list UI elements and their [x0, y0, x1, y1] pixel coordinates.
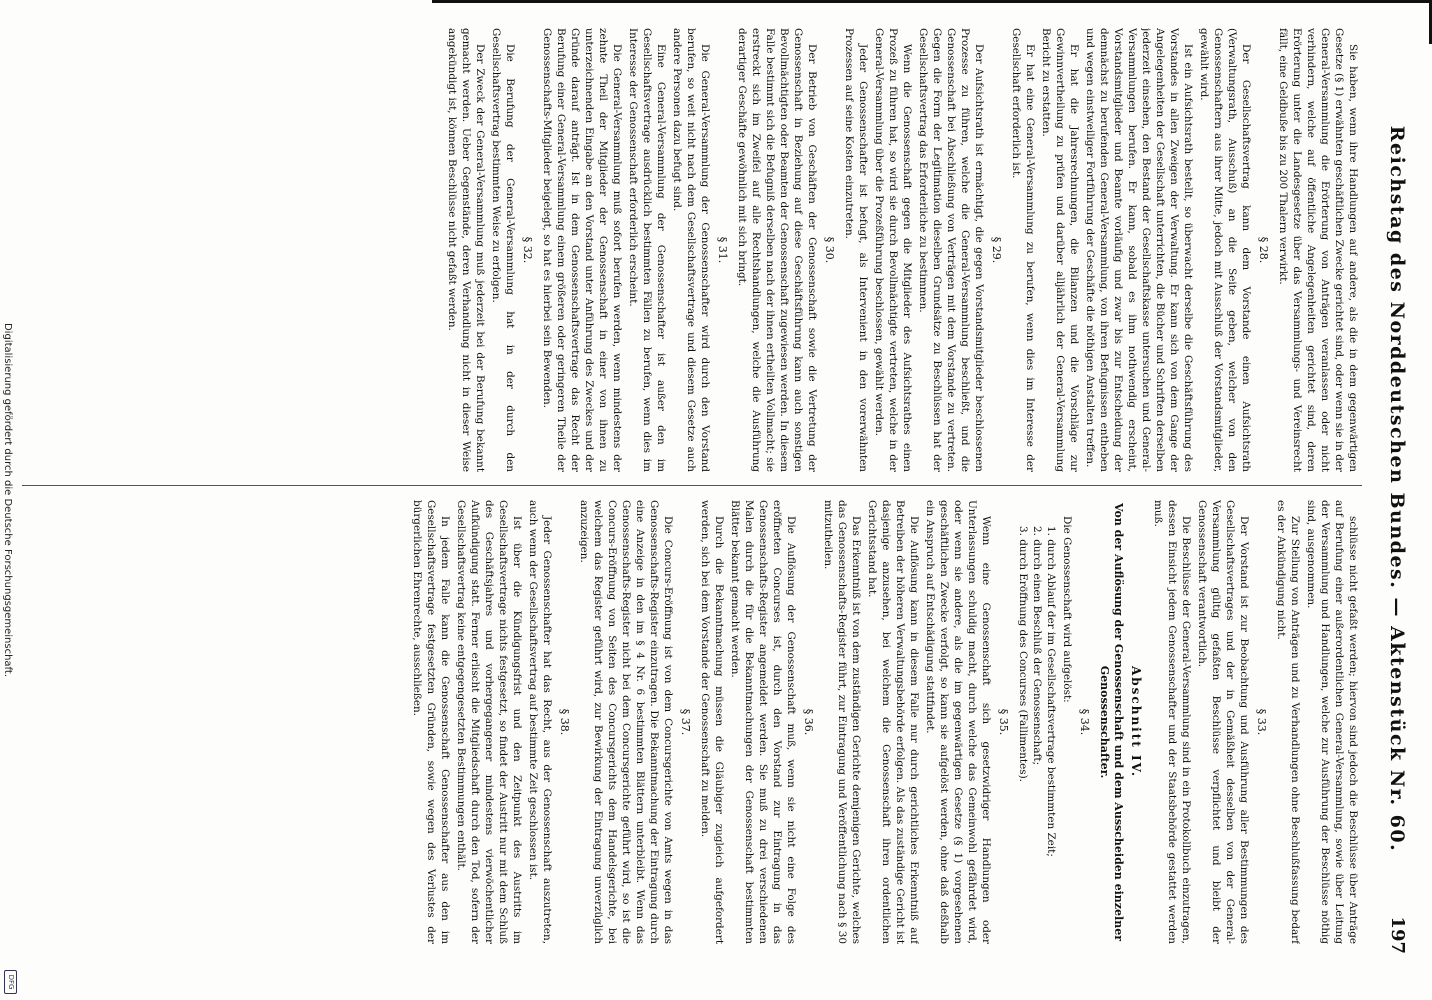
paragraph: schlüsse nicht gefaßt werden; hiervon sind jedoch die Beschlüsse über Anträge auf Berufung einer außerordentlichen General-Versammlung, sowie über Leitung der Versammlung und Handlungen, welche zur Ausführung der Beschlüsse nöthig sind, ausgenommen.	[1305, 500, 1359, 944]
chapter-subheading: Von der Auflösung der Genossenschaft und dem Ausscheiden einzelner Genossenschafter.	[1098, 502, 1125, 942]
paragraph: Der Gesellschaftsvertrag kann dem Vorstande einen Aufsichtsrath (Verwaltungsrath, Ausschuß) an die Seite geben, welcher von den Genossenschaftern aus ihrer Mitte, jedoch mit Ausschluß der Vorstandsmitglieder, gewählt wird.	[1198, 28, 1252, 472]
right-column	[20, 500, 1360, 944]
chapter-heading: Abschnitt IV.	[1129, 665, 1143, 779]
paragraph: Die General-Versammlung muß sofort berufen werden, wenn mindestens der zehnte Theil der Mitglieder der Genossenschaft in einer von ihnen zu unterzeichnenden Eingabe an den Vorstand unter Anführung des Zweckes und der Gründe darauf anträgt. Ist in dem Genossenschaftsvertrage das Recht der Berufung einer General-Versammlung einem größeren oder geringeren Theile der Genossenschafts-Mitglieder beigelegt, so hat es hierbei sein Bewenden.	[541, 28, 623, 472]
paragraph: Die Auflösung kann in diesem Falle nur durch gerichtliches Erkenntniß auf Betreiben der höheren Verwaltungsbehörde erfolgen. Als das zuständige Gericht ist dasjenige anzusehen, bei welchem die Genossenschaft ihren ordentlichen Gerichtsstand hat.	[866, 500, 920, 944]
paragraph: Die Auflösung der Genossenschaft muß, wenn sie nicht eine Folge des eröffneten Concurses ist, durch den Vorstand zur Eintragung in das Genossenschafts-Register angemeldet werden. Sie muß zu drei verschiedenen Malen durch die für die Bekanntmachungen der Genossenschaft bestimmten Blätter bekannt gemacht werden.	[729, 500, 797, 944]
running-head	[1378, 24, 1412, 954]
dissolution-list	[1016, 526, 1058, 944]
section-number: § 35.	[997, 708, 1010, 736]
paragraph: Er hat eine General-Versammlung zu berufen, wenn dies im Interesse der Gesellschaft erforderlich ist.	[1010, 28, 1036, 472]
paragraph: Der Vorstand ist zur Beobachtung und Ausführung aller Bestimmungen des Gesellschaftsvertrages und der in Gemäßheit desselben von der General-Versammlung gültig gefaßten Beschlüsse verpflichtet und bleibt der Genossenschaft verantwortlich.	[1196, 500, 1250, 944]
page-number: 197	[1387, 916, 1408, 954]
dfg-logo: DFG	[4, 970, 17, 994]
paragraph: Der Zweck der General-Versammlung muß jederzeit bei der Berufung bekannt gemacht werden. Ueber Gegenstände, deren Verhandlung nicht in dieser Weise angekündigt ist, können Beschlüsse nicht gefaßt werden.	[446, 28, 486, 472]
section-number: § 31.	[716, 236, 729, 264]
paragraph: Ist über die Kündigungsfrist und den Zeitpunkt des Austritts im Gesellschaftsvertrage nichts festgesetzt, so findet der Austritt nur mit dem Schluß des Geschäftsjahres und vorhergegangener mindestens vierwöchentlicher Aufkündigung statt. Ferner erlischt die Mitgliedschaft durch den Tod, sofern der Gesellschaftsvertrag keine entgegengesetzten Bestimmungen enthält.	[455, 500, 523, 944]
paragraph: Zur Stellung von Anträgen und zu Verhandlungen ohne Beschlußfassung bedarf es der Ankündigung nicht.	[1275, 500, 1301, 944]
column-divider	[22, 485, 1362, 486]
section-number: § 33.	[1255, 708, 1268, 736]
left-column	[20, 28, 1360, 472]
section-number: § 36.	[802, 708, 815, 736]
paragraph: Die Genossenschaft wird aufgelöst:	[1061, 516, 1073, 703]
paragraph: Eine General-Versammlung der Genossenschafter ist außer den im Gesellschaftsvertrage ausdrücklich bestimmten Fällen zu berufen, wenn dies im Interesse der Genossenschaft erforderlich erscheint.	[627, 28, 667, 472]
paragraph: Der Betrieb von Geschäften der Genossenschaft sowie die Vertretung der Genossenschaft in Beziehung auf diese Geschäftsführung kann auch sonstigen Bevollmächtigten oder Beamten der Genossenschaft zugewiesen werden. In diesem Falle bestimmt sich die Befugniß derselben nach der ihnen ertheilten Vollmacht; sie erstreckt sich im Zweifel auf alle Rechtshandlungen, welche die Ausführung derartiger Geschäfte gewöhnlich mit sich bringt.	[736, 28, 818, 472]
paragraph: Jeder Genossenschafter ist befugt, als Intervenient in den vorerwähnten Prozessen auf seine Kosten einzutreten.	[843, 28, 869, 472]
paragraph: Die General-Versammlung der Genossenschafter wird durch den Vorstand berufen, so weit nicht nach dem Gesellschaftsvertrage und diesem Gesetze auch andere Personen dazu befugt sind.	[671, 28, 711, 472]
paragraph: Die Berufung der General-Versammlung hat in der durch den Gesellschaftsvertrag bestimmten Weise zu erfolgen.	[490, 28, 516, 472]
paragraph: Sie haben, wenn ihre Handlungen auf andere, als die in dem gegenwärtigen Gesetze (§ 1) erwähnten geschäftlichen Zwecke gerichtet sind, oder wenn sie in der General-Versammlung die Erörterung von Anträgen veranlassen oder nicht verhindern, welche auf öffentliche Angelegenheiten gerichtet sind, deren Erörterung unter die Landesgesetze über das Versammlungs- und Vereinsrecht fällt, eine Geldbuße bis zu 200 Thalern verwirkt.	[1277, 28, 1359, 472]
list-item: 1. durch Ablauf der im Gesellschaftsvertrage bestimmten Zeit;	[1045, 526, 1057, 857]
paragraph: Wenn die Genossenschaft gegen die Mitglieder des Aufsichtsrathes einen Prozeß zu führen hat, so wird sie durch Bevollmächtigte vertreten, welche in der General-Versammlung über die Prozeßführung beschlossen, gewählt werden.	[873, 28, 913, 472]
list-item: 2. durch einen Beschluß der Genossenschaft;	[1031, 526, 1043, 766]
paragraph: Das Erkenntniß ist von dem zuständigen Gerichte demjenigen Gerichte, welches das Genossenschafts-Register führt, zur Eintragung und Veröffentlichung nach § 30 mitzutheilen.	[822, 500, 862, 944]
section-number: § 34.	[1078, 708, 1091, 736]
digitization-credit: Digitalisierung gefördert durch die Deutsche Forschungsgemeinschaft.	[2, 322, 13, 678]
section-number: § 38.	[558, 708, 571, 736]
paragraph: In jedem Falle kann die Genossenschaft Genossenschafter aus den im Gesellschaftsvertrage festgesetzten Gründen, sowie wegen des Verlustes der bürgerlichen Ehrenrechte, ausschließen.	[411, 500, 451, 944]
paragraph: Der Aufsichtsrath ist ermächtigt, die gegen Vorstandsmitglieder beschlossenen Prozesse zu führen, welche die General-Versammlung beschließt, und die Genossenschaft bei Abschließung von Verträgen mit dem Vorstande zu vertreten. Gegen die Form der Legitimation dieselben Grundsätze zu Beschlüssen hat der Gesellschaftsvertrag das Erforderliche zu bestimmen.	[917, 28, 985, 472]
section-number: § 29.	[990, 236, 1003, 264]
section-number: § 30.	[823, 236, 836, 264]
paragraph: Ist ein Aufsichtsrath bestellt, so überwacht derselbe die Geschäftsführung des Vorstandes in allen Zweigen der Verwaltung. Er kann sich von dem Gange der Angelegenheiten der Gesellschaft unterrichten, die Bücher und Schriften derselben jederzeit einsehen, den Bestand der Gesellschaftskasse untersuchen und General-Versammlungen berufen. Er kann, sobald es ihm nothwendig erscheint, Vorstandsmitglieder und Beamte vorläufig und zwar bis zur Entscheidung der demnächst zu berufenden General-Versammlung, von ihren Befugnissen entheben und wegen einstweiliger Fortführung der Geschäfte die nöthigen Anstalten treffen.	[1084, 28, 1194, 472]
paragraph: Wenn eine Genossenschaft sich gesetzwidriger Handlungen oder Unterlassungen schuldig macht, durch welche das Gemeinwohl gefährdet wird, oder wenn sie andere, als die im gegenwärtigen Gesetze (§ 1) vorgesehenen geschäftlichen Zwecke verfolgt, so kann sie aufgelöst werden, ohne daß deßhalb ein Anspruch auf Entschädigung stattfindet.	[924, 500, 992, 944]
section-number: § 32.	[521, 236, 534, 264]
section-number: § 37.	[679, 708, 692, 736]
scan-edge-left	[432, 0, 1432, 3]
section-number: § 28.	[1257, 236, 1270, 264]
paragraph: Durch die Bekanntmachung müssen die Gläubiger zugleich aufgefordert werden, sich bei dem Vorstande der Genossenschaft zu melden.	[699, 500, 725, 944]
paragraph: Jeder Genossenschafter hat das Recht, aus der Genossenschaft auszutreten, auch wenn der Gesellschaftsvertrag auf bestimmte Zeit geschlossen ist.	[527, 500, 553, 944]
paragraph: Die Beschlüsse der General-Versammlung sind in ein Protokollbuch einzutragen, dessen Einsicht jedem Genossenschafter und der Staatsbehörde gestattet werden muß.	[1152, 500, 1192, 944]
paragraph: Die Concurs-Eröffnung ist von dem Concursgerichte von Amts wegen in das Genossenschafts-Register einzutragen. Die Bekanntmachung der Eintragung durch eine Anzeige in den im § 4 Nr. 6 bestimmten Blättern unterbleibt. Wenn das Genossenschafts-Register nicht bei dem Concursgerichte geführt wird, so ist die Concurs-Eröffnung von Seiten des Concursgerichts dem Handelsgerichte, bei welchem das Register geführt wird, zur Bewirkung der Eintragung unverzüglich anzuzeigen.	[578, 500, 674, 944]
paragraph: Er hat die Jahresrechnungen, die Bilanzen und die Vorschläge zur Gewinnvertheilung zu prüfen und darüber alljährlich der General-Versammlung Bericht zu erstatten.	[1040, 28, 1080, 472]
running-head-title: Reichstag des Norddeutschen Bundes. — Aktenstück Nr. 60.	[1386, 125, 1408, 853]
list-item: 3. durch Eröffnung des Concurses (Fallimentes).	[1017, 526, 1029, 782]
